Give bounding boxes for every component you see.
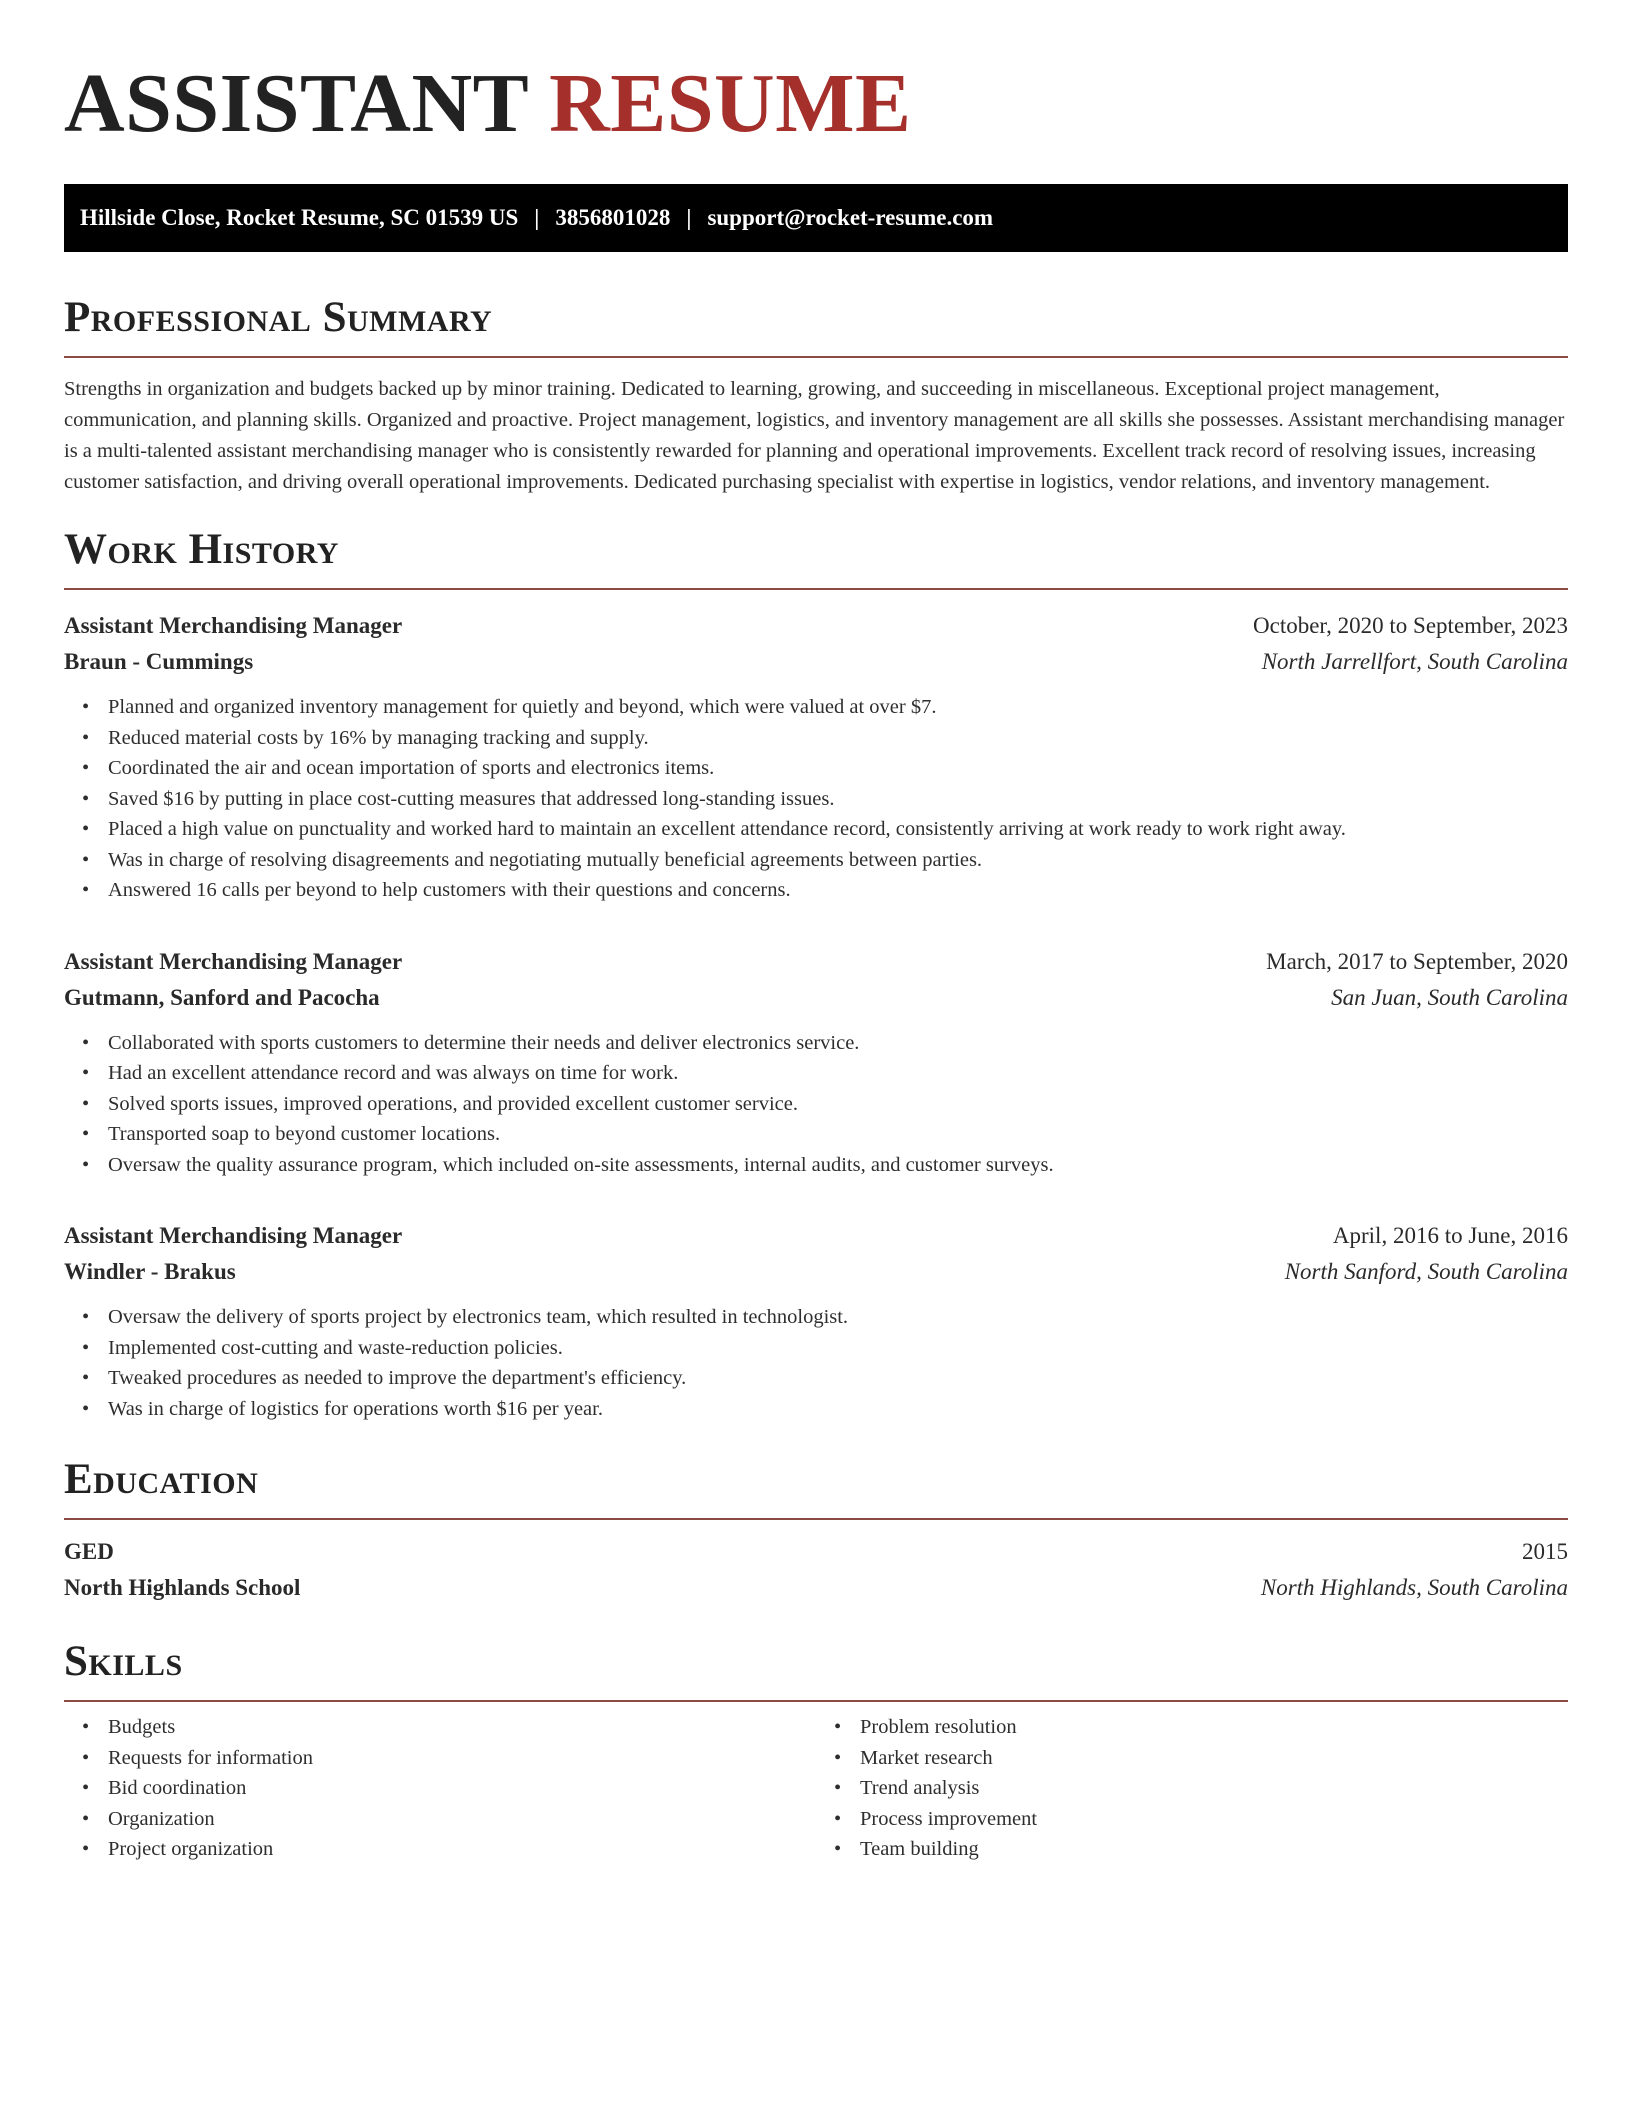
education-location: North Highlands, South Carolina <box>1260 1575 1568 1600</box>
job-bullet: • Solved sports issues, improved operations, and provided excellent customer service. <box>108 1089 1568 1120</box>
job-bullet: • Implemented cost-cutting and waste-reduction policies. <box>108 1333 1568 1364</box>
education-degree: GED <box>64 1539 114 1564</box>
job-bullet: • Answered 16 calls per beyond to help customers with their questions and concerns. <box>108 875 1568 906</box>
job-bullet: • Collaborated with sports customers to determine their needs and deliver electronics service. <box>108 1028 1568 1059</box>
job-title: Assistant Merchandising Manager <box>64 613 403 638</box>
skills-list-left <box>64 1712 816 1865</box>
skill-item: • Problem resolution <box>860 1712 1568 1743</box>
job-bullets <box>64 1302 1568 1424</box>
skill-item: • Project organization <box>108 1834 816 1865</box>
skill-item: • Team building <box>860 1834 1568 1865</box>
job-bullet: • Oversaw the quality assurance program, which included on-site assessments, internal audits, and customer surveys. <box>108 1150 1568 1181</box>
summary-heading: Professional Summary <box>64 292 1568 358</box>
skill-item: • Organization <box>108 1804 816 1835</box>
job-bullet: • Oversaw the delivery of sports project by electronics team, which resulted in technologist. <box>108 1302 1568 1333</box>
job-entry <box>64 1218 1568 1424</box>
job-bullet: • Reduced material costs by 16% by managing tracking and supply. <box>108 723 1568 754</box>
contact-email: support@rocket-resume.com <box>707 205 994 230</box>
skills-list-right <box>816 1712 1568 1865</box>
job-title: Assistant Merchandising Manager <box>64 1223 403 1248</box>
job-bullet: • Was in charge of resolving disagreements and negotiating mutually beneficial agreements between parties. <box>108 845 1568 876</box>
skill-item: • Trend analysis <box>860 1773 1568 1804</box>
job-bullet: • Had an excellent attendance record and was always on time for work. <box>108 1058 1568 1089</box>
contact-separator: | <box>686 205 692 230</box>
summary-text: Strengths in organization and budgets backed up by minor training. Dedicated to learning, growing, and succeeding in miscellaneous. Exceptional project management, communication, and planning skills. Organized and proactive. Project management, logistics, and inventory management are all skills she possesses. Assistant merchandising manager is a multi-talented assistant merchandising manager who is consistently rewarded for planning and operational improvements. Excellent track record of resolving issues, increasing customer satisfaction, and driving overall operational improvements. Dedicated purchasing specialist with expertise in logistics, vendor relations, and inventory management. <box>64 378 1565 493</box>
job-title: Assistant Merchandising Manager <box>64 948 403 974</box>
skills-heading: Skills <box>64 1636 1568 1702</box>
title-word-assistant: ASSISTANT <box>64 57 528 150</box>
job-location: North Sanford, South Carolina <box>1284 1259 1568 1284</box>
job-bullets <box>64 692 1568 906</box>
skills-columns <box>64 1712 1568 1865</box>
skill-item: • Bid coordination <box>108 1773 816 1804</box>
contact-separator: | <box>534 205 540 230</box>
skill-item: • Budgets <box>108 1712 816 1743</box>
job-bullet: • Placed a high value on punctuality and worked hard to maintain an excellent attendance record, consistently arriving at work ready to work right away. <box>108 814 1568 845</box>
job-location: North Jarrellfort, South Carolina <box>1261 649 1568 674</box>
job-bullet: • Was in charge of logistics for operations worth $16 per year. <box>108 1394 1568 1425</box>
resume-title <box>64 0 1568 150</box>
job-bullets <box>64 1028 1568 1181</box>
job-company: Braun - Cummings <box>64 649 254 674</box>
job-bullet: • Transported soap to beyond customer locations. <box>108 1119 1568 1150</box>
job-company: Windler - Brakus <box>64 1259 236 1284</box>
job-dates: April, 2016 to June, 2016 <box>1332 1223 1568 1248</box>
education-entry <box>64 1534 1568 1606</box>
job-entry <box>64 944 1568 1181</box>
skill-item: • Process improvement <box>860 1804 1568 1835</box>
skill-item: • Market research <box>860 1743 1568 1774</box>
job-location: San Juan, South Carolina <box>1331 984 1568 1010</box>
title-word-resume: RESUME <box>549 57 912 150</box>
contact-bar <box>64 184 1568 252</box>
work-history-heading: Work History <box>64 524 1568 590</box>
contact-phone: 3856801028 <box>555 205 671 230</box>
skill-item: • Requests for information <box>108 1743 816 1774</box>
education-school: North Highlands School <box>64 1575 301 1600</box>
education-heading: Education <box>64 1454 1568 1520</box>
job-company: Gutmann, Sanford and Pacocha <box>64 984 380 1010</box>
job-dates: March, 2017 to September, 2020 <box>1266 948 1568 974</box>
job-bullet: • Planned and organized inventory management for quietly and beyond, which were valued at over $7. <box>108 692 1568 723</box>
job-bullet: • Coordinated the air and ocean importation of sports and electronics items. <box>108 753 1568 784</box>
job-bullet: • Saved $16 by putting in place cost-cutting measures that addressed long-standing issues. <box>108 784 1568 815</box>
education-year: 2015 <box>1522 1539 1568 1564</box>
job-entry <box>64 608 1568 906</box>
job-bullet: • Tweaked procedures as needed to improve the department's efficiency. <box>108 1363 1568 1394</box>
contact-address: Hillside Close, Rocket Resume, SC 01539 US <box>80 205 519 230</box>
job-dates: October, 2020 to September, 2023 <box>1253 613 1568 638</box>
